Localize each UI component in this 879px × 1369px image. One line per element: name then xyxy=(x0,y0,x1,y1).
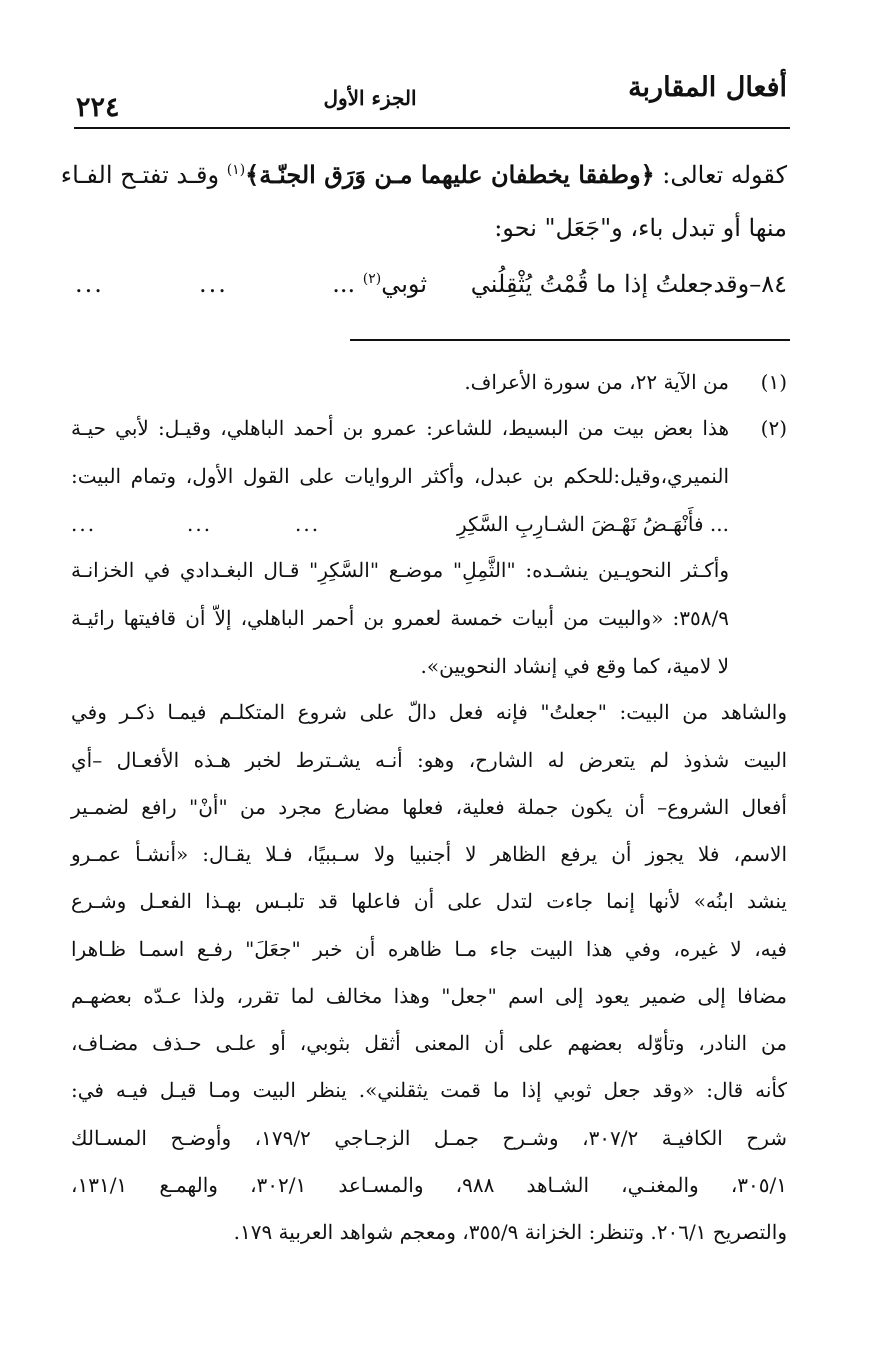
footnote-rule xyxy=(350,339,790,341)
hemistich-ellipsis-c: ... xyxy=(71,512,97,536)
header-rule xyxy=(74,127,790,129)
page-number: ٢٢٤ xyxy=(76,92,120,123)
footnote-line: النميري،وقيل:للحكم بن عبدل، وأكثر الروايات على القول الأول، وتمام البيت: xyxy=(71,464,729,488)
footnote-line: فيه، لا غيره، وفي هذا البيت جاء مـا ظاهره أن خبر "جعَلَ" رفـع اسمـا ظـاهرا xyxy=(71,937,787,961)
quoted-hemistich xyxy=(71,512,729,542)
verse-second-hemistich xyxy=(332,270,427,298)
footnote-line: والتصريح ٢٠٦/١. وتنظر: الخزانة ٣٥٥/٩، ومعجم شواهد العربية ١٧٩. xyxy=(233,1220,787,1244)
line1-suffix: وقـد تفتـح الفـاء xyxy=(60,161,227,189)
quran-quote: ﴿وطفقا يخطفان عليهما مـن وَرَق الجنّـة﴾ xyxy=(245,160,655,189)
main-line-1 xyxy=(60,160,787,189)
verse-word: ثوبي xyxy=(381,270,427,298)
main-line-2: منها أو تبدل باء، و"جَعَل" نحو: xyxy=(494,214,787,242)
footnote-line: البيت شذوذ لم يتعرض له الشارح، وهو: أنـه يشـترط لخبر هـذه الأفعـال –أي xyxy=(71,748,787,772)
footnote-2-marker: (٢) xyxy=(760,416,787,440)
footnote-line: ٣٥٨/٩: «والبيت من أبيات خمسة لعمرو بن أحمر الباهلي، إلاّ أن قافيتها رائيـة xyxy=(71,606,729,630)
footnote-line: الاسم، فلا يجوز أن يرفع الظاهر لا أجنبيا ولا سـببيًا، فـلا يقـال: «أنشـأ عمـرو xyxy=(71,842,787,866)
footnote-line: هذا بعض بيت من البسيط، للشاعر: عمرو بن أحمد الباهلي، وقيـل: لأبي حيـة xyxy=(71,416,729,440)
footnote-line: مضافا إلى ضمير يعود إلى اسم "جعل" وهذا مخالف لما تقرر، ولذا عـدّه بعضهـم xyxy=(71,984,787,1008)
chapter-title: أفعال المقاربة xyxy=(628,72,787,103)
footnote-line: من النادر، وتأوّله بعضهم على أن المعنى أثقل بثوبي، أو علـى حـذف مضـاف، xyxy=(71,1031,787,1055)
footnote-line: لا لامية، كما وقع في إنشاد النحويين». xyxy=(420,654,729,678)
footnote-line: والشاهد من البيت: "جعلتُ" فإنه فعل دالّ على شروع المتكلـم فيمـا ذكـر وفي xyxy=(71,700,787,724)
footnote-line: شرح الكافيـة ٣٠٧/٢، وشـرح جمـل الزجـاجي ١٧٩/٢، وأوضـح المسـالك xyxy=(71,1126,787,1150)
hemistich-ellipsis-a: ... xyxy=(295,512,321,536)
verse-ellipsis-b: ... xyxy=(75,270,104,298)
footnote-line: وأكـثر النحويـين ينشـده: "الثَّمِلِ" موضـع "السَّكِرِ" قـال البغـدادي في الخزانـة xyxy=(71,558,729,582)
footnote-line: ينشد ابنُه» لأنها إنما جاءت لتدل على أن فاعلها قد تلبـس بهـذا الفعـل وشـرع xyxy=(71,889,787,913)
hemistich-ellipsis-b: ... xyxy=(187,512,213,536)
footnote-ref-1: (١) xyxy=(226,162,246,178)
verse-first-hemistich: ٨٤–وقدجعلتُ إذا ما قُمْتُ يُثْقِلُني xyxy=(470,270,787,298)
footnote-1-text: من الآية ٢٢، من سورة الأعراف. xyxy=(464,370,729,394)
footnote-line: كأنه قال: «وقد جعل ثوبي إذا ما قمت يثقلني». ينظر البيت ومـا قيـل فيـه في: xyxy=(71,1078,787,1102)
verse-84 xyxy=(71,270,787,304)
footnote-line: ٣٠٥/١، والمغنـي، الشـاهد ٩٨٨، والمسـاعد ٣٠٢/١، والهمـع ١٣١/١، xyxy=(71,1173,788,1197)
verse-ellipsis-a: ... xyxy=(199,270,228,298)
footnote-1-marker: (١) xyxy=(760,370,787,394)
volume-label: الجزء الأول xyxy=(323,86,417,110)
verse-ellipsis: ... xyxy=(332,270,363,298)
footnote-line: أفعال الشروع– أن يكون جملة فعلية، فعلها مضارع مجرد من "أنْ" رافع لضمـير xyxy=(71,795,787,819)
hemistich-text: ... فأَنْهَـضُ نَهْـضَ الشـارِبِ السَّكِرِ xyxy=(457,512,729,536)
line1-prefix: كقوله تعالى: xyxy=(654,161,787,189)
footnote-ref-2: (٢) xyxy=(362,271,382,287)
